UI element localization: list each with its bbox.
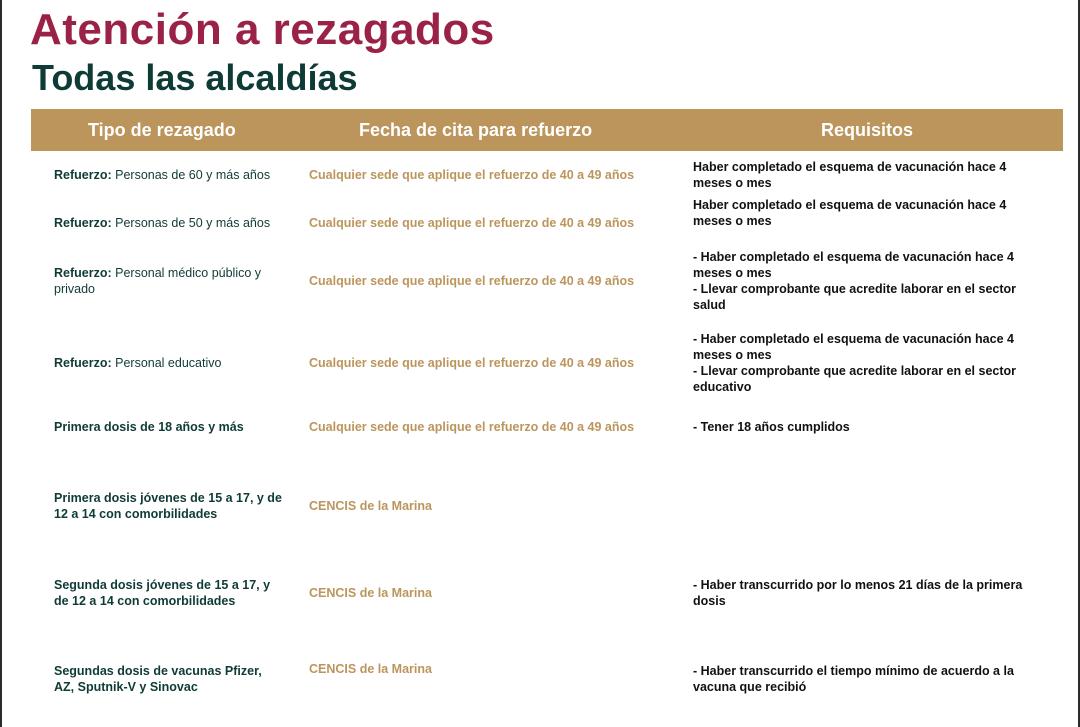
row-date: CENCIS de la Marina [309,586,432,600]
row-date: Cualquier sede que aplique el refuerzo de 40 a 49 años [309,356,635,370]
row-date: Cualquier sede que aplique el refuerzo de 40 a 49 años [309,216,635,230]
row-type: Refuerzo: Personal médico público y privado [54,266,262,296]
row-type: Primera dosis jóvenes de 15 a 17, y de 12 a 14 con comorbilidades [54,491,282,521]
page-subtitle: Todas las alcaldías [32,57,358,98]
header-tipo: Tipo de rezagado [88,120,236,140]
row-type: Segundas dosis de vacunas Pfizer, AZ, Sputnik-V y Sinovac [54,664,262,694]
table-row [0,197,1080,249]
row-requirements: - Haber completado el esquema de vacunación hace 4 meses o mes - Llevar comprobante que acredite laborar en el sector salud [693,250,1017,312]
row-date: Cualquier sede que aplique el refuerzo de 40 a 49 años [309,168,635,182]
table-row [0,488,1080,524]
table-row [0,661,1080,697]
table-row [0,330,1080,396]
page-title: Atención a rezagados [30,5,495,54]
row-requirements: - Tener 18 años cumplidos [693,420,850,434]
row-date: Cualquier sede que aplique el refuerzo de 40 a 49 años [309,420,635,434]
header-fecha: Fecha de cita para refuerzo [359,120,593,140]
header-requisitos: Requisitos [821,120,914,140]
table-row [0,155,1080,195]
row-requirements: Haber completado el esquema de vacunación hace 4 meses o mes [693,198,1007,228]
table-row [0,575,1080,611]
row-date: Cualquier sede que aplique el refuerzo de 40 a 49 años [309,274,635,288]
row-type: Refuerzo: Personal educativo [54,356,222,370]
row-date: CENCIS de la Marina [309,499,432,513]
table-row [0,248,1080,314]
table-header [31,109,1063,151]
row-requirements: - Haber transcurrido por lo menos 21 días de la primera dosis [693,578,1023,608]
row-requirements: - Haber transcurrido el tiempo mínimo de acuerdo a la vacuna que recibió [693,664,1014,694]
row-type: Refuerzo: Personas de 60 y más años [54,168,271,182]
row-type: Refuerzo: Personas de 50 y más años [54,216,271,230]
row-type: Primera dosis de 18 años y más [54,420,244,434]
row-requirements: Haber completado el esquema de vacunación hace 4 meses o mes [693,160,1007,190]
table-row [0,417,1080,437]
row-date: CENCIS de la Marina [309,662,432,676]
row-type: Segunda dosis jóvenes de 15 a 17, y de 12 a 14 con comorbilidades [54,578,271,608]
row-requirements: - Haber completado el esquema de vacunación hace 4 meses o mes - Llevar comprobante que acredite laborar en el sector educativo [693,332,1017,394]
